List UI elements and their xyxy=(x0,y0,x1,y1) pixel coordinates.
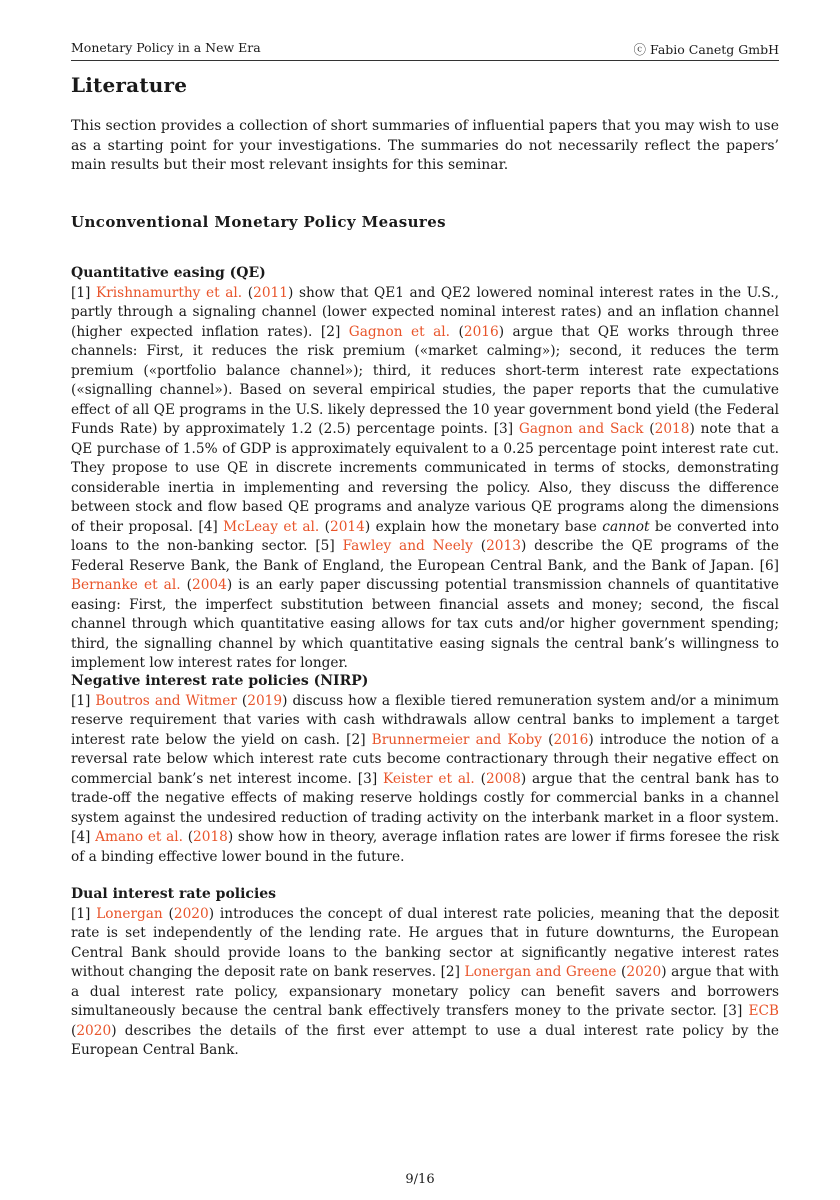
ref-number: [1] xyxy=(71,905,91,922)
citation-year-link[interactable]: 2018 xyxy=(654,421,690,437)
citation-year-link[interactable]: 2020 xyxy=(173,905,209,922)
header-rule xyxy=(71,60,779,61)
citation-year-link[interactable]: 2008 xyxy=(485,770,521,787)
summary-text: explain how the monetary base xyxy=(375,518,597,535)
dual-section xyxy=(71,885,779,1061)
citation-year-link[interactable]: 2020 xyxy=(626,964,662,980)
qe-paragraph: [1] Krishnamurthy et al. (2011) show that QE1 and QE2 lowered nominal interest rates in the U.S., partly through a signaling channel (lower expected nominal interest rates) and an inflation channel (higher expected inflation rates). [2] Gagnon et al. (2016) argue that QE works through three channels: First, it reduces the risk premium («market calming»); second, it reduces the term premium («portfolio balance channel»); third, it reduces short-term interest rate expectations («signalling channel»). Based on several empirical studies, the paper reports that the cumulative effect of all QE programs in the U.S. likely depressed the 10 year government bond yield (the Federal Funds Rate) by approximately 1.2 (2.5) percentage points. [3] Gagnon and Sack (2018) note that a QE purchase of 1.5% of GDP is approximately equivalent to a 0.25 percentage point interest rate cut. They propose to use QE in discrete increments communicated in terms of stocks, demonstrating considerable inertia in implementing and reversing the policy. Also, they discuss the difference between stock and flow based QE programs and analyze various QE programs along the dimensions of their proposal. [4] McLeay et al. (2014) explain how the monetary base cannot be converted into loans to the non-banking sector. [5] Fawley and Neely (2013) describe the QE programs of the Federal Reserve Bank, the Bank of England, the European Central Bank, and the Bank of Japan. [6] Bernanke et al. (2004) is an early paper discussing potential transmission channels of quantitative easing: First, the imperfect substitution between financial assets and money; second, the fiscal channel through which quantitative easing allows for tax cuts and/or higher government spending; third, the signalling channel by which quantitative easing signals the central bank’s willingness to implement low interest rates for longer. xyxy=(71,284,779,671)
ref-number: [2] xyxy=(346,731,366,748)
nirp-section xyxy=(71,672,779,867)
ref-number: [4] xyxy=(198,518,218,535)
section-title: Literature xyxy=(71,73,188,97)
citation-link[interactable]: Lonergan xyxy=(96,905,163,922)
citation-year-link[interactable]: 2016 xyxy=(553,731,589,748)
citation-link[interactable]: ECB xyxy=(748,1003,779,1019)
summary-text: introduces the concept of dual interest rate policies, meaning that the deposit rate is set independently of the lending rate. He argues that in future downturns, the European Central Bank should provide loans to the banking sector at significantly negative interest rates without changing the deposit rate on bank reserves. xyxy=(71,905,779,980)
citation-year-link[interactable]: 2019 xyxy=(247,692,283,709)
summary-text: show that QE1 and QE2 lowered nominal interest rates in the U.S., partly through a signaling channel (lower expected nominal interest rates) and an inflation channel (higher expected inflation rates). xyxy=(71,284,779,340)
summary-text: be converted into loans to the non-banking sector. xyxy=(71,518,779,554)
ref-number: [6] xyxy=(759,557,779,574)
citation-year-link[interactable]: 2004 xyxy=(192,577,227,593)
citation-year-link[interactable]: 2014 xyxy=(330,518,365,535)
ref-number: [3] xyxy=(357,770,378,787)
citation-link[interactable]: Krishnamurthy et al. xyxy=(96,284,243,301)
qe-section xyxy=(71,264,779,674)
ref-number: [3] xyxy=(722,1003,743,1019)
ref-number: [4] xyxy=(71,829,91,845)
summary-text: discuss how a flexible tiered remuneration system and/or a minimum reserve requirement that varies with cash withdrawals allow central banks to implement a target interest rate below the yield on cash. xyxy=(71,692,779,748)
citation-year-link[interactable]: 2016 xyxy=(463,323,499,340)
summary-text: is an early paper discussing potential transmission channels of quantitative easing: First, the imperfect substitution between financial assets and money; second, the fiscal channel through which quantitative easing allows for tax cuts and/or higher government spending; third, the signalling channel by which quantitative easing signals the central bank’s willingness to implement low interest rates for longer. xyxy=(71,577,779,671)
citation-link[interactable]: Amano et al. xyxy=(95,829,184,845)
ref-number: [2] xyxy=(440,964,460,980)
citation-year-link[interactable]: 2011 xyxy=(253,284,288,301)
header-copyright: ⓒ Fabio Canetg GmbH xyxy=(633,42,779,57)
subsection-title: Unconventional Monetary Policy Measures xyxy=(71,213,446,231)
dual-title: Dual interest rate policies xyxy=(71,886,277,902)
citation-link[interactable]: Bernanke et al. xyxy=(71,577,181,593)
summary-text: show how in theory, average inflation rates are lower if firms foresee the risk of a binding effective lower bound in the future. xyxy=(71,829,779,865)
summary-text: note that a QE purchase of 1.5% of GDP is approximately equivalent to a 0.25 percentage point interest rate cut. They propose to use QE in discrete increments communicated in terms of stocks, demonstrating considerable inertia in implementing and reversing the policy. Also, they discuss the difference between stock and flow based QE programs and analyze various QE programs along the dimensions of their proposal. xyxy=(71,421,779,535)
ref-number: [3] xyxy=(493,421,514,437)
ref-number: [1] xyxy=(71,692,91,709)
header-title: Monetary Policy in a New Era xyxy=(71,40,261,55)
intro-paragraph: This section provides a collection of short summaries of influential papers that you may wish to use as a starting point for your investigations. The summaries do not necessarily reflect the papers’ main results but their most relevant insights for this seminar. xyxy=(71,118,779,173)
qe-title: Quantitative easing (QE) xyxy=(71,265,266,281)
summary-text: argue that QE works through three channels: First, it reduces the risk premium («market calming»); second, it reduces the term premium («portfolio balance channel»); third, it reduces short-term interest rate expectations («signalling channel»). Based on several empirical studies, the paper reports that the cumulative effect of all QE programs in the U.S. likely depressed the 10 year government bond yield (the Federal Funds Rate) by approximately 1.2 (2.5) percentage points. xyxy=(71,323,779,437)
ref-number: [2] xyxy=(320,323,341,340)
emphasis-text: cannot xyxy=(602,518,650,535)
citation-year-link[interactable]: 2020 xyxy=(76,1022,112,1039)
citation-link[interactable]: McLeay et al. xyxy=(223,518,320,535)
nirp-title: Negative interest rate policies (NIRP) xyxy=(71,673,369,689)
citation-link[interactable]: Fawley and Neely xyxy=(342,538,473,554)
dual-paragraph: [1] Lonergan (2020) introduces the concept of dual interest rate policies, meaning that the deposit rate is set independently of the lending rate. He argues that in future downturns, the European Central Bank should provide loans to the banking sector at significantly negative interest rates without changing the deposit rate on bank reserves. [2] Lonergan and Greene (2020) argue that with a dual interest rate policy, expansionary monetary policy can benefit savers and borrowers simultaneously because the central bank effectively transfers money to the private sector. [3] ECB (2020) describes the details of the first ever attempt to use a dual interest rate policy by the European Central Bank. xyxy=(71,905,779,1058)
summary-text: argue that with a dual interest rate policy, expansionary monetary policy can benefit savers and borrowers simultaneously because the central bank effectively transfers money to the private sector. xyxy=(71,964,779,1019)
summary-text: introduce the notion of a reversal rate below which interest rate cuts become contractionary through their negative effect on commercial bank’s net interest income. xyxy=(71,731,779,787)
summary-text: describes the details of the first ever attempt to use a dual interest rate policy by the European Central Bank. xyxy=(71,1022,779,1058)
nirp-paragraph: [1] Boutros and Witmer (2019) discuss how a flexible tiered remuneration system and/or a minimum reserve requirement that varies with cash withdrawals allow central banks to implement a target interest rate below the yield on cash. [2] Brunnermeier and Koby (2016) introduce the notion of a reversal rate below which interest rate cuts become contractionary through their negative effect on commercial bank’s net interest income. [3] Keister et al. (2008) argue that the central bank has to trade-off the negative effects of making reserve holdings costly for commercial banks in a channel system against the undesired reduction of trading activity on the interbank market in a floor system. [4] Amano et al. (2018) show how in theory, average inflation rates are lower if firms foresee the risk of a binding effective lower bound in the future. xyxy=(71,692,779,865)
citation-link[interactable]: Boutros and Witmer xyxy=(95,692,237,709)
page-number: 9/16 xyxy=(405,1172,435,1187)
citation-link[interactable]: Brunnermeier and Koby xyxy=(371,731,543,748)
citation-year-link[interactable]: 2013 xyxy=(486,538,521,554)
ref-number: [5] xyxy=(315,538,335,554)
ref-number: [1] xyxy=(71,284,91,301)
citation-link[interactable]: Lonergan and Greene xyxy=(464,964,617,980)
citation-year-link[interactable]: 2018 xyxy=(193,829,228,845)
citation-link[interactable]: Keister et al. xyxy=(383,770,475,787)
citation-link[interactable]: Gagnon et al. xyxy=(348,323,451,340)
summary-text: describe the QE programs of the Federal Reserve Bank, the Bank of England, the European Central Bank, and the Bank of Japan. xyxy=(71,538,779,574)
summary-text: argue that the central bank has to trade-off the negative effects of making reserve holdings costly for commercial banks in a channel system against the undesired reduction of trading activity on the interbank market in a floor system. xyxy=(71,770,779,826)
citation-link[interactable]: Gagnon and Sack xyxy=(518,421,644,437)
running-header xyxy=(71,40,779,58)
